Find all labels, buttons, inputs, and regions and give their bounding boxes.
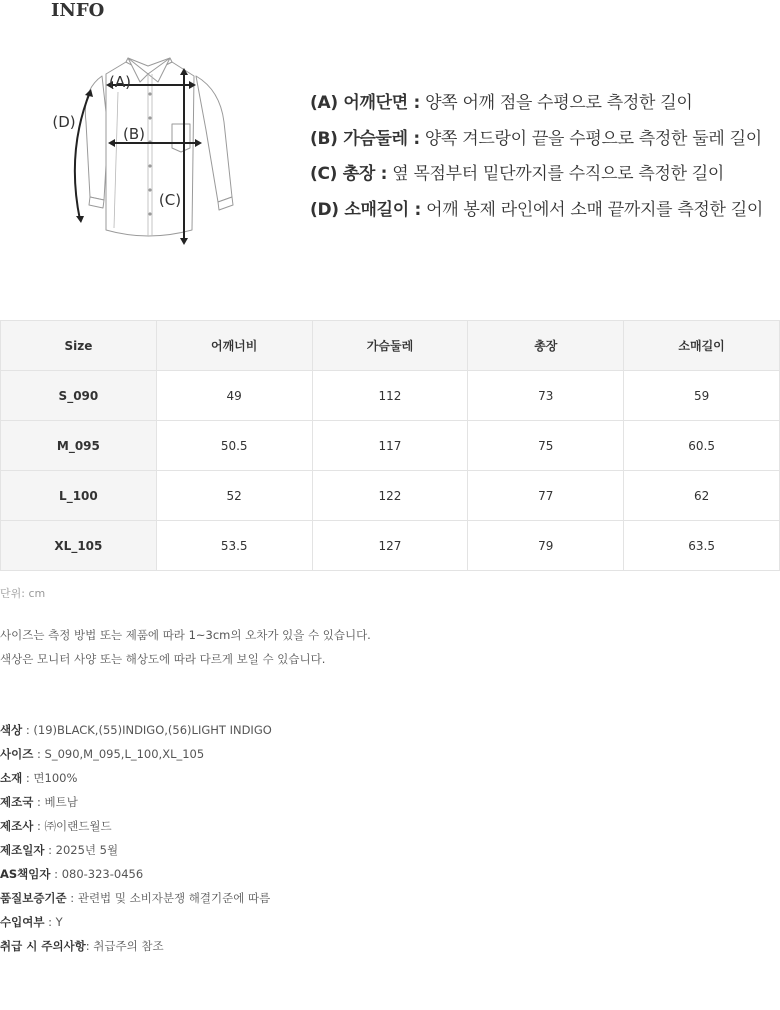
size-cell: XL_105 bbox=[1, 521, 157, 571]
spec-row bbox=[0, 790, 272, 814]
product-spec-list bbox=[0, 718, 272, 958]
spec-value: : Y bbox=[44, 915, 63, 929]
table-row bbox=[1, 421, 780, 471]
spec-label: AS책임자 bbox=[0, 867, 51, 881]
page-title: INFO bbox=[51, 0, 105, 21]
measurement-legend bbox=[310, 86, 763, 228]
spec-row bbox=[0, 934, 272, 958]
legend-item bbox=[310, 86, 763, 122]
table-row bbox=[1, 521, 780, 571]
table-cell: 127 bbox=[312, 521, 468, 571]
spec-row bbox=[0, 886, 272, 910]
table-cell: 63.5 bbox=[624, 521, 780, 571]
table-row bbox=[1, 371, 780, 421]
legend-desc: 양쪽 겨드랑이 끝을 수평으로 측정한 둘레 길이 bbox=[419, 128, 762, 149]
spec-row bbox=[0, 766, 272, 790]
table-cell: 75 bbox=[468, 421, 624, 471]
label-d: (D) bbox=[52, 113, 76, 131]
size-cell: L_100 bbox=[1, 471, 157, 521]
legend-key: (C) 총장 : bbox=[310, 164, 388, 184]
table-header-row bbox=[1, 321, 780, 371]
column-header: 총장 bbox=[468, 321, 624, 371]
spec-label: 제조사 bbox=[0, 819, 34, 833]
column-header: 소매길이 bbox=[624, 321, 780, 371]
column-header: Size bbox=[1, 321, 157, 371]
table-cell: 79 bbox=[468, 521, 624, 571]
spec-value: : (19)BLACK,(55)INDIGO,(56)LIGHT INDIGO bbox=[22, 723, 272, 737]
label-b: (B) bbox=[123, 125, 145, 143]
spec-label: 제조국 bbox=[0, 795, 34, 809]
spec-label: 취급 시 주의사항 bbox=[0, 939, 86, 953]
unit-note: 단위: cm bbox=[0, 587, 46, 600]
spec-row bbox=[0, 910, 272, 934]
spec-value: : 취급주의 참조 bbox=[85, 939, 164, 953]
table-cell: 50.5 bbox=[156, 421, 312, 471]
notice-line: 사이즈는 측정 방법 또는 제품에 따라 1~3cm의 오차가 있을 수 있습니다. bbox=[0, 628, 371, 642]
label-c: (C) bbox=[158, 191, 182, 209]
legend-item bbox=[310, 157, 763, 193]
shirt-measurement-diagram bbox=[48, 52, 248, 252]
legend-desc: 옆 목점부터 밑단까지를 수직으로 측정한 길이 bbox=[387, 164, 725, 184]
legend-desc: 어깨 봉제 라인에서 소매 끝까지를 측정한 길이 bbox=[420, 199, 764, 220]
spec-row bbox=[0, 742, 272, 766]
notice-block bbox=[0, 623, 371, 671]
spec-value: : 베트남 bbox=[33, 795, 78, 809]
legend-item bbox=[310, 193, 763, 229]
spec-label: 수입여부 bbox=[0, 915, 45, 929]
label-a: (A) bbox=[109, 73, 131, 91]
table-cell: 122 bbox=[312, 471, 468, 521]
spec-row bbox=[0, 838, 272, 862]
size-table bbox=[0, 320, 780, 571]
spec-label: 제조일자 bbox=[0, 843, 45, 857]
table-cell: 77 bbox=[468, 471, 624, 521]
table-cell: 49 bbox=[156, 371, 312, 421]
table-cell: 59 bbox=[624, 371, 780, 421]
table-row bbox=[1, 471, 780, 521]
size-cell: M_095 bbox=[1, 421, 157, 471]
table-cell: 112 bbox=[312, 371, 468, 421]
table-cell: 52 bbox=[156, 471, 312, 521]
spec-row bbox=[0, 814, 272, 838]
table-cell: 60.5 bbox=[624, 421, 780, 471]
legend-item bbox=[310, 122, 763, 158]
spec-label: 사이즈 bbox=[0, 747, 34, 761]
column-header: 가슴둘레 bbox=[312, 321, 468, 371]
table-cell: 73 bbox=[468, 371, 624, 421]
spec-row bbox=[0, 862, 272, 886]
legend-key: (B) 가슴둘레 : bbox=[310, 128, 420, 149]
legend-key: (A) 어깨단면 : bbox=[310, 93, 421, 113]
spec-label: 소재 bbox=[0, 771, 23, 785]
notice-line: 색상은 모니터 사양 또는 해상도에 따라 다르게 보일 수 있습니다. bbox=[0, 652, 326, 666]
spec-value: : 면100% bbox=[22, 771, 78, 785]
table-cell: 62 bbox=[624, 471, 780, 521]
spec-label: 품질보증기준 bbox=[0, 891, 67, 905]
spec-label: 색상 bbox=[0, 723, 23, 737]
spec-value: : S_090,M_095,L_100,XL_105 bbox=[33, 747, 205, 761]
legend-desc: 양쪽 어깨 점을 수평으로 측정한 길이 bbox=[420, 93, 693, 113]
size-cell: S_090 bbox=[1, 371, 157, 421]
spec-value: : 2025년 5월 bbox=[44, 843, 119, 857]
spec-value: : 080-323-0456 bbox=[50, 867, 144, 881]
legend-key: (D) 소매길이 : bbox=[310, 199, 421, 220]
spec-value: : 관련법 및 소비자분쟁 해결기준에 따름 bbox=[66, 891, 271, 905]
spec-row bbox=[0, 718, 272, 742]
table-cell: 53.5 bbox=[156, 521, 312, 571]
table-cell: 117 bbox=[312, 421, 468, 471]
column-header: 어깨너비 bbox=[156, 321, 312, 371]
spec-value: : ㈜이랜드월드 bbox=[33, 819, 112, 833]
